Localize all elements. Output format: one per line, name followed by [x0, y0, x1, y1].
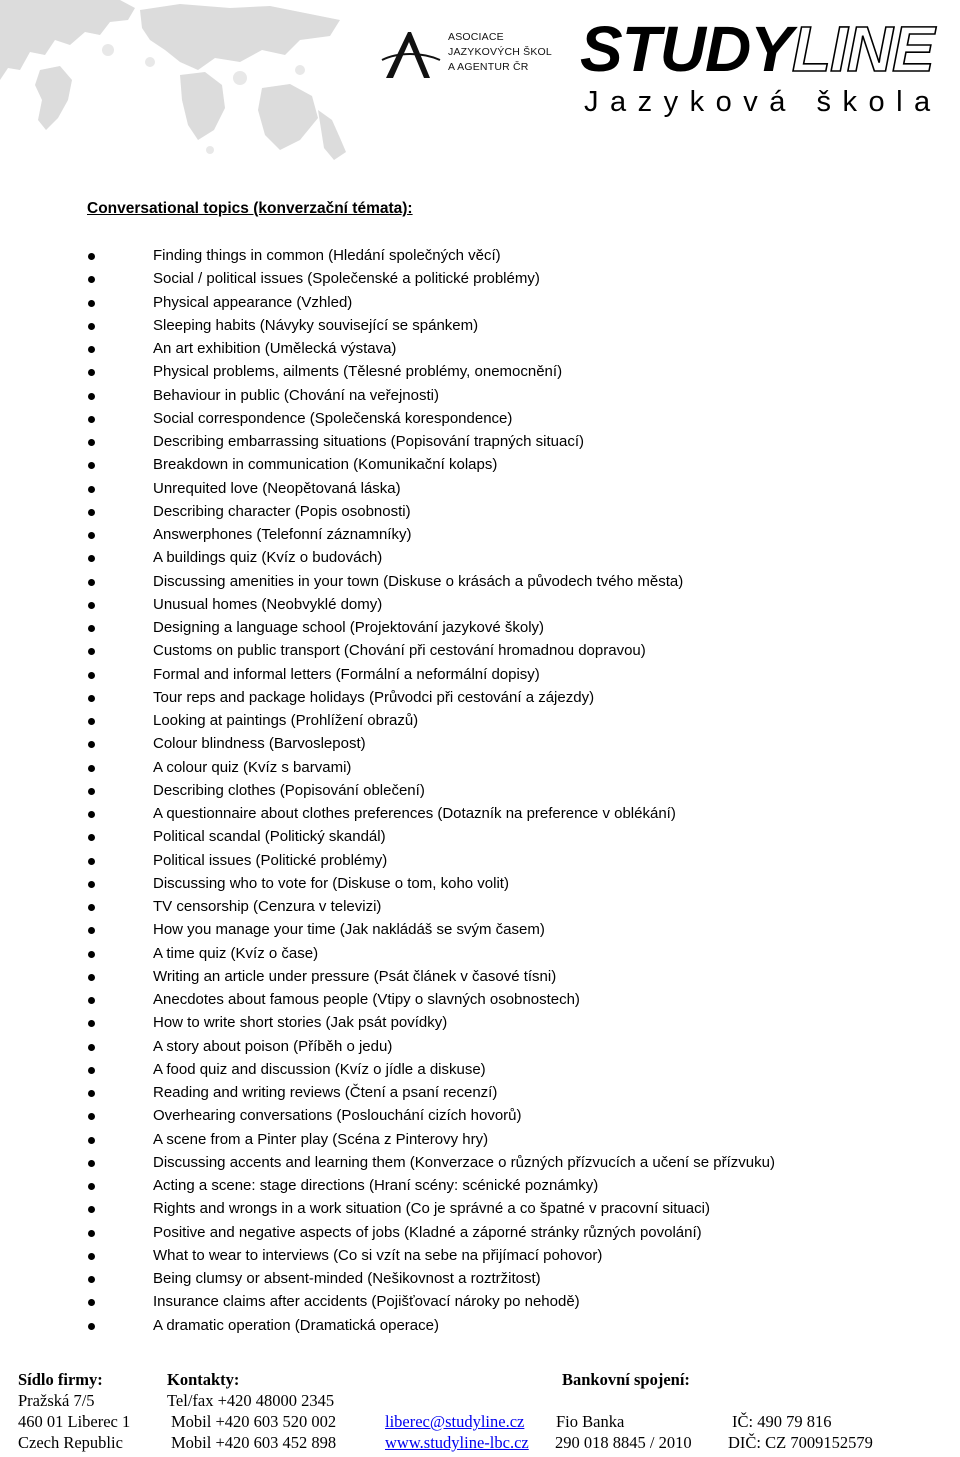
topic-item — [88, 1058, 775, 1081]
topic-text: Discussing who to vote for (Diskuse o tom, koho volit) — [153, 874, 509, 892]
topic-text: Insurance claims after accidents (Pojišťovací nároky po nehodě) — [153, 1293, 580, 1311]
topic-item — [88, 1151, 775, 1174]
topic-item — [88, 546, 775, 569]
topic-text: A time quiz (Kvíz o čase) — [153, 944, 319, 962]
topic-item — [88, 663, 775, 686]
bullet-icon — [88, 1020, 95, 1027]
topic-item — [88, 1174, 775, 1197]
bank-name: Fio Banka — [556, 1412, 625, 1431]
topic-text: Formal and informal letters (Formální a neformální dopisy) — [153, 665, 540, 683]
bullet-icon — [88, 323, 95, 330]
topic-text: Finding things in common (Hledání společných věcí) — [153, 247, 501, 264]
topic-text: Sleeping habits (Návyky související se spánkem) — [153, 316, 479, 334]
topic-item — [88, 267, 775, 290]
topic-text: Physical problems, ailments (Tělesné problémy, onemocnění) — [153, 363, 563, 381]
bullet-icon — [88, 509, 95, 516]
bullet-icon — [88, 1113, 95, 1120]
topic-text: Acting a scene: stage directions (Hraní scény: scénické poznámky) — [153, 1177, 599, 1194]
bullet-icon — [88, 1044, 95, 1051]
topic-text: Designing a language school (Projektování jazykové školy) — [153, 619, 545, 636]
association-line: JAZYKOVÝCH ŠKOL — [448, 46, 552, 58]
topic-item — [88, 384, 775, 407]
topic-item — [88, 1267, 775, 1290]
topic-item — [88, 430, 775, 453]
topic-item — [88, 872, 775, 895]
bullet-icon — [88, 695, 95, 702]
topic-text: Tour reps and package holidays (Průvodci při cestování a zájezdy) — [153, 688, 595, 706]
topic-text: Describing clothes (Popisování oblečení) — [153, 781, 425, 799]
topic-item — [88, 988, 775, 1011]
bullet-icon — [88, 858, 95, 865]
topic-item — [88, 314, 775, 337]
address-line: Pražská 7/5 — [18, 1391, 95, 1410]
topic-text: Answerphones (Telefonní záznamníky) — [153, 526, 412, 543]
telfax-number: Tel/fax +420 48000 2345 — [167, 1391, 335, 1410]
topic-item — [88, 570, 775, 593]
topic-item — [88, 500, 775, 523]
topic-text: Describing character (Popis osobnosti) — [153, 502, 411, 520]
topic-item — [88, 918, 775, 941]
topic-text: Political issues (Politické problémy) — [153, 851, 388, 869]
topic-text: Writing an article under pressure (Psát článek v časové tísni) — [153, 967, 557, 985]
bullet-icon — [88, 1137, 95, 1144]
topic-item — [88, 779, 775, 802]
topic-item — [88, 1314, 775, 1337]
bullet-icon — [88, 1323, 95, 1330]
bullet-icon — [88, 439, 95, 446]
bullet-icon — [88, 1160, 95, 1167]
topic-text: Rights and wrongs in a work situation (Co je správné a co špatné v pracovní situaci) — [153, 1200, 710, 1218]
topic-text: Social / political issues (Společenské a politické problémy) — [153, 270, 540, 288]
bank-label: Bankovní spojení: — [562, 1370, 690, 1389]
bullet-icon — [88, 834, 95, 841]
bullet-icon — [88, 625, 95, 632]
topic-item — [88, 1244, 775, 1267]
studyline-logo — [580, 14, 934, 84]
topic-text: Looking at paintings (Prohlížení obrazů) — [153, 712, 419, 729]
topic-text: Physical appearance (Vzhled) — [153, 293, 353, 311]
topic-text: Overhearing conversations (Poslouchání cizích hovorů) — [153, 1107, 522, 1125]
topic-item — [88, 453, 775, 476]
topic-item — [88, 1011, 775, 1034]
topic-item — [88, 593, 775, 616]
topic-item — [88, 895, 775, 918]
mobile-number: Mobil +420 603 452 898 — [171, 1433, 337, 1452]
seat-label: Sídlo firmy: — [18, 1370, 103, 1389]
bullet-icon — [88, 904, 95, 911]
topic-text: Behaviour in public (Chování na veřejnosti) — [153, 386, 439, 404]
topic-text: Discussing amenities in your town (Diskuse o krásách a původech tvého města) — [153, 572, 684, 590]
topic-text: Political scandal (Politický skandál) — [153, 828, 386, 846]
email-link[interactable]: liberec@studyline.cz — [385, 1412, 525, 1431]
topic-item — [88, 686, 775, 709]
bullet-icon — [88, 276, 95, 283]
association-line: ASOCIACE — [448, 31, 504, 43]
topic-text: An art exhibition (Umělecká výstava) — [153, 340, 397, 357]
bullet-icon — [88, 1253, 95, 1260]
topic-text: Discussing accents and learning them (Konverzace o různých přízvucích a učení se přízvuku) — [153, 1153, 775, 1171]
page-heading: Conversational topics (konverzační témata): — [87, 200, 413, 217]
bullet-icon — [88, 555, 95, 562]
topic-item — [88, 825, 775, 848]
topic-text: How to write short stories (Jak psát povídky) — [153, 1014, 448, 1032]
bullet-icon — [88, 462, 95, 469]
mobile-number: Mobil +420 603 520 002 — [171, 1412, 337, 1431]
address-line: 460 01 Liberec 1 — [18, 1412, 131, 1431]
topic-item — [88, 337, 775, 360]
bullet-icon — [88, 579, 95, 586]
topic-text: Positive and negative aspects of jobs (Kladné a záporné stránky různých povolání) — [153, 1223, 702, 1241]
topic-text: Colour blindness (Barvoslepost) — [153, 735, 366, 753]
bullet-icon — [88, 672, 95, 679]
topic-item — [88, 639, 775, 662]
bullet-icon — [88, 253, 95, 260]
topic-text: Unrequited love (Neopětovaná láska) — [153, 479, 401, 497]
bullet-icon — [88, 1183, 95, 1190]
contacts-label: Kontakty: — [167, 1370, 240, 1389]
topic-item — [88, 291, 775, 314]
bullet-icon — [88, 1276, 95, 1283]
bullet-icon — [88, 997, 95, 1004]
topic-item — [88, 942, 775, 965]
topic-text: Reading and writing reviews (Čtení a psaní recenzí) — [153, 1084, 498, 1101]
bullet-icon — [88, 393, 95, 400]
website-link[interactable]: www.studyline-lbc.cz — [385, 1433, 529, 1452]
topic-item — [88, 407, 775, 430]
topic-text: A colour quiz (Kvíz s barvami) — [153, 758, 352, 776]
bullet-icon — [88, 1067, 95, 1074]
bullet-icon — [88, 602, 95, 609]
topic-item — [88, 1104, 775, 1127]
company-id: IČ: 490 79 816 — [732, 1412, 832, 1431]
address-line: Czech Republic — [18, 1433, 123, 1452]
association-name — [448, 30, 552, 75]
association-line: A AGENTUR ČR — [448, 61, 529, 73]
bullet-icon — [88, 1090, 95, 1097]
bullet-icon — [88, 741, 95, 748]
bullet-icon — [88, 1230, 95, 1237]
tax-id: DIČ: CZ 7009152579 — [728, 1433, 873, 1452]
bank-account: 290 018 8845 / 2010 — [555, 1433, 692, 1452]
topic-text: A buildings quiz (Kvíz o budovách) — [153, 549, 383, 567]
bullet-icon — [88, 811, 95, 818]
bullet-icon — [88, 300, 95, 307]
topic-item — [88, 756, 775, 779]
topic-item — [88, 709, 775, 732]
topic-text: A food quiz and discussion (Kvíz o jídle a diskuse) — [153, 1060, 486, 1078]
bullet-icon — [88, 532, 95, 539]
topic-item — [88, 1081, 775, 1104]
brand-bold-text: STUDY — [580, 13, 792, 85]
bullet-icon — [88, 416, 95, 423]
brand-subtitle: Jazyková škola — [584, 86, 942, 118]
topic-item — [88, 732, 775, 755]
topic-item — [88, 244, 775, 267]
topic-text: Anecdotes about famous people (Vtipy o slavných osobnostech) — [153, 991, 580, 1008]
bullet-icon — [88, 788, 95, 795]
topic-text: Social correspondence (Společenská korespondence) — [153, 409, 513, 427]
bullet-icon — [88, 974, 95, 981]
topic-text: Describing embarrassing situations (Popisování trapných situací) — [153, 433, 585, 450]
brand-outline-text: LINE — [791, 13, 934, 85]
topic-text: A questionnaire about clothes preferences (Dotazník na preference v oblékání) — [153, 805, 676, 822]
topic-item — [88, 523, 775, 546]
topic-item — [88, 616, 775, 639]
topic-item — [88, 1035, 775, 1058]
topic-text: Breakdown in communication (Komunikační kolaps) — [153, 456, 498, 474]
topic-text: Customs on public transport (Chování při cestování hromadnou dopravou) — [153, 642, 646, 660]
topic-text: How you manage your time (Jak nakládáš se svým časem) — [153, 921, 545, 939]
topic-text: TV censorship (Cenzura v televizi) — [153, 898, 382, 915]
bullet-icon — [88, 346, 95, 353]
bullet-icon — [88, 1299, 95, 1306]
topic-text: A story about poison (Příběh o jedu) — [153, 1037, 393, 1055]
bullet-icon — [88, 369, 95, 376]
topic-text: What to wear to interviews (Co si vzít na sebe na přijímací pohovor) — [153, 1246, 603, 1264]
bullet-icon — [88, 881, 95, 888]
bullet-icon — [88, 648, 95, 655]
topic-item — [88, 1221, 775, 1244]
topic-item — [88, 360, 775, 383]
topic-text: A dramatic operation (Dramatická operace) — [153, 1316, 439, 1334]
bullet-icon — [88, 951, 95, 958]
bullet-icon — [88, 1206, 95, 1213]
bullet-icon — [88, 718, 95, 725]
topic-item — [88, 849, 775, 872]
topic-text: Unusual homes (Neobvyklé domy) — [153, 595, 383, 613]
topic-item — [88, 802, 775, 825]
topic-item — [88, 477, 775, 500]
bullet-icon — [88, 486, 95, 493]
topic-text: A scene from a Pinter play (Scéna z Pinterovy hry) — [153, 1130, 489, 1148]
topic-text: Being clumsy or absent-minded (Nešikovnost a roztržitost) — [153, 1270, 541, 1287]
bullet-icon — [88, 927, 95, 934]
bullet-icon — [88, 765, 95, 772]
topic-item — [88, 1290, 775, 1313]
topic-item — [88, 1128, 775, 1151]
footer — [0, 1368, 960, 1457]
topic-list — [88, 244, 775, 1337]
world-map-graphic — [0, 0, 360, 165]
topic-item — [88, 1197, 775, 1220]
topic-item — [88, 965, 775, 988]
